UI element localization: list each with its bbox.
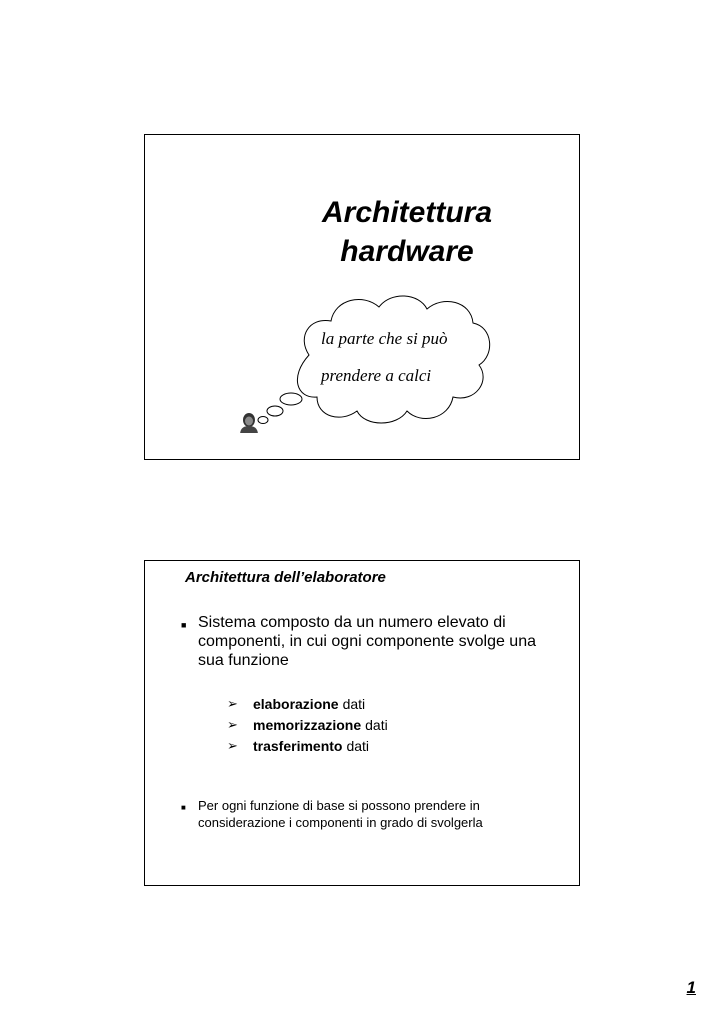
title-line-2: hardware: [340, 235, 474, 268]
sub-item: [227, 716, 388, 734]
bullet-item: [181, 797, 541, 831]
slide-title: Architettura dell’elaboratore: [185, 569, 386, 586]
slide-architettura-hardware: [144, 134, 580, 460]
sub-item-bold: elaborazione: [253, 696, 339, 712]
arrow-bullet-icon: ➢: [227, 717, 238, 732]
bullet-item: [181, 613, 541, 670]
arrow-bullet-icon: ➢: [227, 696, 238, 711]
sub-item-bold: trasferimento: [253, 738, 343, 754]
sub-item-rest: dati: [365, 717, 388, 733]
bullet-text: Sistema composto da un numero elevato di componenti, in cui ogni componente svolge una sua funzione: [198, 614, 536, 669]
cloud-text-line-2: prendere a calci: [321, 366, 432, 385]
person-icon: [240, 413, 258, 433]
sub-item: [227, 737, 369, 755]
page-number: 1: [686, 978, 696, 997]
sub-item-bold: memorizzazione: [253, 717, 362, 733]
cloud-text-line-1: la parte che si può: [321, 329, 448, 348]
bullet-text: Per ogni funzione di base si possono prendere in considerazione i componenti in grado di svolgerla: [198, 798, 483, 830]
sub-item-rest: dati: [346, 738, 370, 754]
slide-architettura-elaboratore: [144, 560, 580, 886]
thought-cloud: [237, 285, 497, 433]
sub-item: [227, 695, 365, 713]
square-bullet-icon: ■: [181, 803, 186, 812]
slide-title: [145, 193, 579, 271]
sub-item-rest: dati: [342, 696, 366, 712]
square-bullet-icon: ■: [181, 620, 187, 630]
title-line-1: Architettura: [321, 196, 493, 229]
arrow-bullet-icon: ➢: [227, 738, 238, 753]
